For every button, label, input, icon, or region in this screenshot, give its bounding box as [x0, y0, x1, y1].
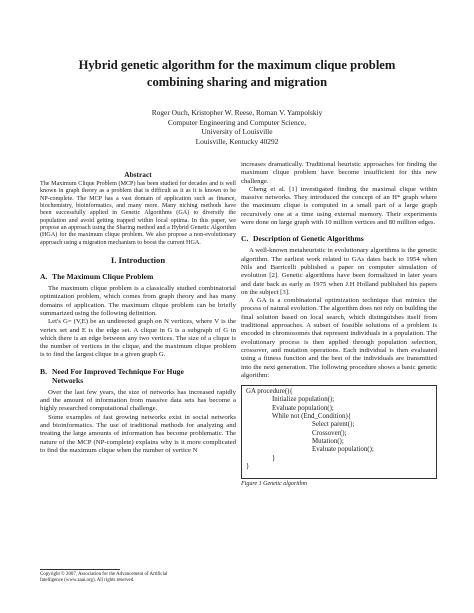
paragraph: The maximum clique problem is a classically studied combinatorial optimization problem, which comes from graph theory and has many domains of application. The maximum clique problem can be briefly summarized using the following definition.	[40, 285, 236, 317]
footnote-line-2: Intelligence (www.aaai.org). All rights reserved.	[40, 578, 135, 584]
footnote-divider	[40, 569, 120, 570]
paragraph: Cheng et al. [1] investigated finding the maximal clique within massive networks. They introduced the concept of an H* graph where the maximum clique is computed in a small part of a large graph recursively one at a time using external memory. Their experiments were done on large graph with 10 million vertices and 80 million edges.	[241, 185, 437, 227]
subsection-number: A.	[40, 272, 48, 282]
code-line: While not (End_Condition){	[272, 413, 352, 421]
title-line-2: combining sharing and migration	[146, 75, 328, 89]
copyright-footnote	[40, 572, 236, 585]
code-line: Mutation();	[312, 437, 344, 445]
code-line: }	[246, 462, 250, 470]
paragraph: Some examples of fast growing networks exist in social networks and bioinformatics. The use of traditional methods for analyzing and treating the large amounts of information has become problematic. The nature of the MCP (NP-complete) explains why is it more complicated to find the maximum clique when the number of vertice N	[40, 413, 236, 454]
paragraph: A GA is a combinatorial optimization technique that mimics the process of natural evolution. The algorithm does not rely on building the final solution based on local search, which distinguishes itself from traditional approaches. A subset of feasible solutions of a problem is encoded in chromosomes that represent individuals in a population. The evolutionary process is then applied through population selection, crossover, and mutation operations. Each individual is then evaluated using a fitness function and the best of the individuals are transmitted into the next generation. The following procedure shows a basic genetic algorithm:	[241, 297, 437, 379]
abstract-section	[40, 170, 236, 247]
author-department: Computer Engineering and Computer Science,	[167, 117, 307, 127]
subsection-heading-b	[40, 367, 236, 385]
section-heading-introduction: I. Introduction	[110, 255, 166, 266]
subsection-title-continued: Networks	[52, 375, 84, 385]
code-line: Initialize population();	[272, 396, 335, 404]
subsection-number: C.	[241, 234, 249, 244]
abstract-text: The Maximum Clique Problem (MCP) has been studied for decades and is well known in graph theory as a problem that is difficult as it as it is known to be NP-complete. The MCP has a vast domain of application such as finance, biochemistry, bioinformatics, and many more. Many niching methods have been successfully applied in Genetic Algorithms (GA) to diversify the population and avoid getting trapped within local optima. In this paper, we propose an approach using the Sharing method and a Hybrid Genetic Algorithm (HGA) for the maximum clique problem. We also propose a non-evolutionary approach using a migration mechanism to boost the current HGA.	[40, 181, 236, 246]
right-column	[241, 161, 437, 488]
code-line: Select parent();	[312, 421, 355, 429]
left-column	[40, 163, 236, 455]
footnote-line-1: Copyright © 2007, Association for the Advancement of Artificial	[40, 572, 168, 577]
author-block	[40, 108, 434, 146]
abstract-heading: Abstract	[124, 170, 152, 179]
code-line: Evaluate population();	[272, 404, 334, 412]
author-university: University of Louisville	[201, 127, 273, 137]
paragraph: Let's G= (V,E) be an undirected graph on N vertices, where V is the vertex set and E is the edge set. A clique in G is a subgraph of G in which there is an edge between any two vertices. The size of a clique is the number of vertices in the clique, and the maximum clique problem is to find the largest clique in a given graph G.	[40, 318, 236, 359]
code-line: GA procedure(){	[246, 388, 293, 396]
subsection-title: Description of Genetic Algorithms	[253, 234, 364, 244]
author-city: Louisville, Kentucky 40292	[195, 136, 279, 146]
subsection-heading-c	[241, 234, 437, 243]
subsection-number: B.	[40, 366, 47, 376]
code-line: Crossover();	[312, 429, 347, 437]
figure-caption: Figure 1 Genetic algorithm	[241, 481, 307, 488]
paragraph: A well-known metaheuristic in evolutionary algorithms is the genetic algorithm. The earliest work related to GAs dates back to 1954 when Nils and Barricelli published a paper on computer simulation of evolution [2]. Genetic algorithms have been formalized in later years and date back as early as 1975 when J.H Holland published his papers on the subject [3].	[241, 247, 437, 296]
subsection-title: The Maximum Clique Problem	[52, 272, 154, 282]
subsection-title: Need For Improved Technique For Huge	[52, 366, 184, 376]
paragraph: increases dramatically. Traditional heuristic approaches for finding the maximum clique problem have become insufficient for this new challenge.	[241, 161, 437, 185]
title-line-1: Hybrid genetic algorithm for the maximum clique problem	[78, 58, 396, 72]
paper-title	[40, 57, 434, 91]
code-line: Evaluate population();	[312, 446, 374, 454]
subsection-heading-a	[40, 272, 236, 281]
author-names: Roger Ouch, Kristopher W. Reese, Roman V. Yampolskiy	[151, 108, 323, 117]
code-line: }	[272, 454, 276, 462]
pseudocode-box	[241, 385, 437, 479]
paragraph: Over the last few years, the size of networks has increased rapidly and the amount of information from massive data sets has become a highly researched computational challenge.	[40, 388, 236, 413]
